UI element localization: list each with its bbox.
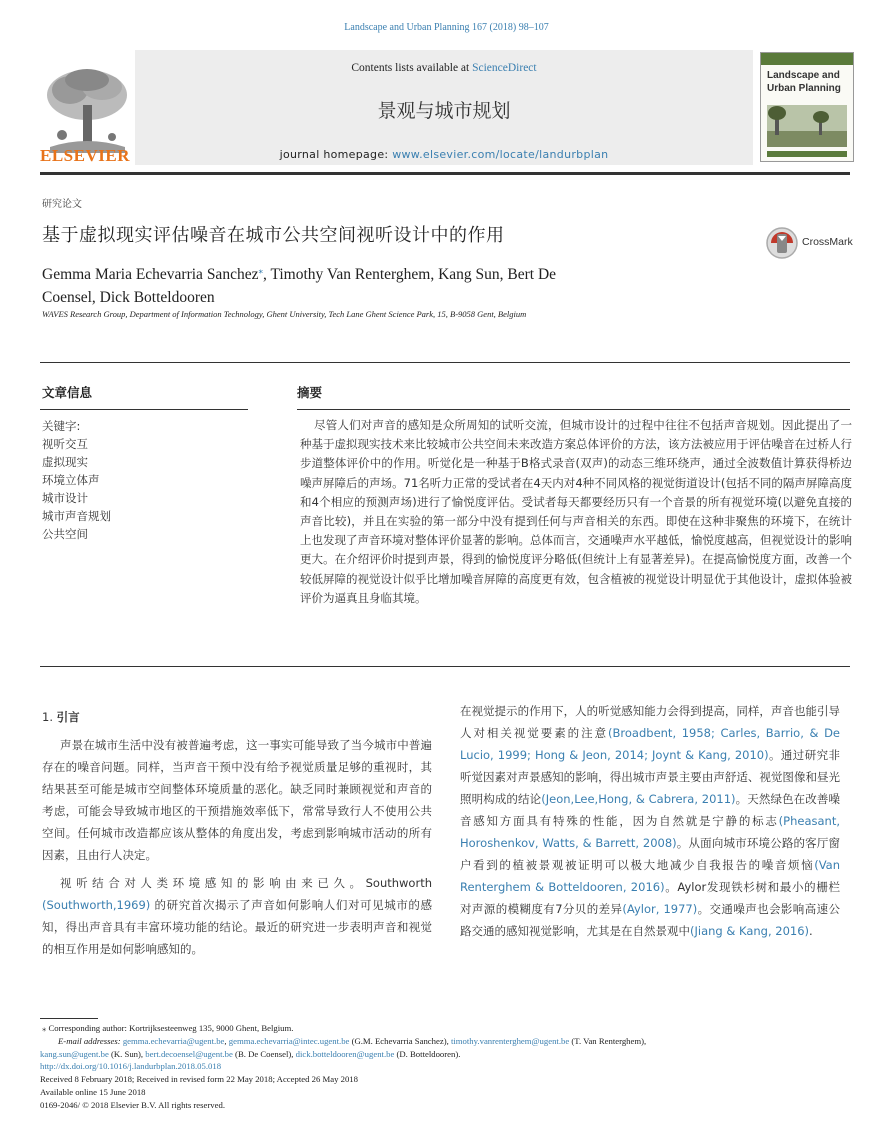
footnotes: [40, 1022, 860, 1112]
keyword-item: 城市设计: [42, 491, 88, 505]
p2-text-b: 的研究首次揭示了声音如何影响人们对可见城市的感知，得出声音具有丰富环境功能的结论。最近的研究进一步表明声音和视觉的相互作用是如何影响感知的。: [42, 898, 432, 956]
email-owner: (B. De Coensel),: [232, 1048, 296, 1059]
cover-photo: [767, 105, 847, 147]
publisher-logo-text: ELSEVIER: [40, 146, 130, 165]
abstract-bottom-rule: [40, 666, 850, 667]
email-owner: (D. Botteldooren).: [394, 1048, 461, 1059]
r-text-f: 。交通噪声也会影响高速公路交通的感知视觉影响，尤其是在自然景观中: [460, 902, 841, 938]
email-link[interactable]: kang.sun@ugent.be: [40, 1048, 109, 1059]
keyword-item: 环境立体声: [42, 473, 100, 487]
journal-title: 景观与城市规划: [377, 100, 511, 122]
section-title: 引言: [56, 710, 80, 724]
email-link[interactable]: dick.botteldooren@ugent.be: [295, 1048, 395, 1059]
authors-line2[interactable]: Coensel, Dick Botteldooren: [42, 289, 215, 307]
email-owner: (G.M. Echevarria Sanchez),: [349, 1035, 451, 1046]
homepage-link[interactable]: www.elsevier.com/locate/landurbplan: [392, 148, 609, 161]
footnote-rule: [40, 1018, 98, 1019]
doi-link[interactable]: http://dx.doi.org/10.1016/j.landurbplan.2018.05.018: [40, 1061, 222, 1072]
intro-paragraph-1: 声景在城市生活中没有被普遍考虑，这一事实可能导致了当今城市中普遍存在的噪音问题。同样，当声音干预中没有给予视觉质量足够的重视时，其结果甚至可能是城市空间整体环境质量的恶化。缺乏同时兼顾视觉和声音的考虑，可能会导致城市地区的干预措施效率低下，常常导致行人不使用公共空间。任何城市改造都应该从整体的角度出发，考虑到影响城市活动的所有因素，且由行人决定。: [42, 738, 432, 862]
intro-right-column: [460, 700, 840, 942]
citation-jeon[interactable]: (Jeon,Lee,Hong, & Cabrera, 2011): [541, 792, 736, 806]
authors: [42, 259, 682, 309]
r-text-g: .: [809, 924, 813, 938]
citation-aylor[interactable]: (Aylor, 1977): [622, 902, 698, 916]
r-text-a: 在视觉提示的作用下，人的听觉感知能力会得到提高，同样，声音也能引导人对相关视觉要素的注意: [460, 704, 840, 740]
email-link[interactable]: bert.decoensel@ugent.be: [145, 1048, 233, 1059]
email-owner: (T. Van Renterghem),: [569, 1035, 647, 1046]
email-link[interactable]: gemma.echevarria@ugent.be: [122, 1035, 225, 1046]
journal-cover-image[interactable]: [760, 52, 854, 162]
crossmark-icon[interactable]: [765, 226, 799, 260]
journal-reference[interactable]: Landscape and Urban Planning 167 (2018) 98–107: [344, 22, 549, 33]
abstract-heading: 摘要: [297, 385, 323, 400]
email-label: E-mail addresses:: [58, 1035, 121, 1046]
email-owner: (K. Sun),: [108, 1048, 146, 1059]
keyword-item: 公共空间: [42, 527, 88, 541]
keywords: [42, 417, 247, 543]
intro-heading: [42, 706, 432, 728]
corresponding-author-note: ⁎ Corresponding author: Kortrijksesteenweg 135, 9000 Ghent, Belgium.: [42, 1023, 294, 1033]
sciencedirect-link[interactable]: ScienceDirect: [472, 62, 537, 74]
keyword-item: 虚拟现实: [42, 455, 88, 469]
article-info-heading: 文章信息: [42, 385, 93, 400]
citation-southworth[interactable]: (Southworth,1969): [42, 898, 151, 912]
citation-van-renterghem[interactable]: (Van Renterghem & Botteldooren, 2016): [460, 858, 840, 894]
journal-homepage: [135, 148, 753, 161]
citation-pheasant[interactable]: (Pheasant, Horoshenkov, Watts, & Barrett, 2008): [460, 814, 840, 850]
keywords-label: 关键字:: [42, 419, 81, 433]
copyright: 0169-2046/ © 2018 Elsevier B.V. All rights reserved.: [40, 1099, 225, 1110]
front-matter-rule: [40, 362, 850, 363]
section-number: 1.: [42, 710, 53, 724]
abstract-text: 尽管人们对声音的感知是众所周知的试听交流，但城市设计的过程中往往不包括声音规划。因此提出了一种基于虚拟现实技术来比较城市公共空间未来改造方案总体评价的方法，该方法被应用于评估噪音在过桥人行步道整体评价中的作用。听觉化是一种基于B格式录音(双声)的动态三维环绕声，通过全波数值计算获得桥边噪声屏障后的声场。71名听力正常的受试者在4天内对4种不同风格的视觉街道设计(包括不同的隔声屏障高度和4个相应的预测声场)进行了愉悦度评估。受试者每天都要经历只有一个音景的所有视觉环境(以避免直接的声音比较)，并且在实验的第一部分中没有提到任何与声音相关的东西。即使在这种非聚焦的环境下，在统计上也发现了声音环境对整体评价显著的影响。总体而言，交通噪声水平越低，愉悦度越高，但视觉设计的影响更大。在介绍评价时提到声景，得到的愉悦度评分略低(但统计上有显著差异)。在提高愉悦度方面，改善一个较低屏障的视觉设计似乎比增加噪音屏障的高度更有效，包含植被的视觉设计明显优于其他设计，虚拟体验被评价为逼真且身临其境。: [300, 418, 852, 605]
intro-left-column: [42, 706, 432, 960]
r-text-d: 。从面向城市环境公路的客厅窗户看到的植被景观被证明可以极大地减少自我报告的噪音烦恼: [460, 836, 840, 872]
intro-paragraph-3: [460, 700, 840, 942]
authors-rest[interactable]: , Timothy Van Renterghem, Kang Sun, Bert De: [262, 266, 557, 284]
email-line-2: [40, 1048, 860, 1061]
email-link[interactable]: gemma.echevarria@intec.ugent.be: [228, 1035, 350, 1046]
author-first[interactable]: Gemma Maria Echevarria Sanchez: [42, 266, 259, 284]
info-rule: [40, 409, 248, 410]
crossmark-label[interactable]: CrossMark: [802, 236, 853, 248]
available-online: Available online 15 June 2018: [40, 1086, 146, 1097]
keyword-item: 城市声音规划: [42, 509, 111, 523]
homepage-prefix: journal homepage:: [279, 148, 393, 161]
intro-paragraph-2: [42, 872, 432, 960]
r-text-b: 。通过研究非听觉因素对声景感知的影响，得出城市声景主要由声舒适、视觉图像和昼光照明构成的结论: [460, 748, 841, 806]
email-link[interactable]: timothy.vanrenterghem@ugent.be: [450, 1035, 570, 1046]
article-type: 研究论文: [42, 199, 82, 210]
affiliation: WAVES Research Group, Department of Information Technology, Ghent University, Tech Lane Ghent Science Park, 15, B-9058 Gent, Belgium: [42, 309, 527, 319]
p2-text-a: 视听结合对人类环境感知的影响由来已久。Southworth: [60, 876, 432, 890]
contents-prefix: Contents lists available at: [351, 62, 473, 74]
r-text-e: 。Aylor发现铁杉树和最小的栅栏对声源的模糊度有7分贝的差异: [460, 880, 840, 916]
corresponding-star[interactable]: ⁎: [258, 265, 263, 275]
email-line-1: E-mail addresses: gemma.echevarria@ugent.be, gemma.echevarria@intec.ugent.be (G.M. Echevarria Sanchez), timothy.vanrenterghem@ugent.be (T. Van Renterghem),: [58, 1035, 647, 1046]
received-dates: Received 8 February 2018; Received in revised form 22 May 2018; Accepted 26 May 2018: [40, 1074, 358, 1085]
citation-jiang[interactable]: (Jiang & Kang, 2016): [690, 924, 810, 938]
abstract-rule: [297, 409, 850, 410]
r-text-c: 。天然绿色在改善噪音感知方面具有特殊的性能，因为自然就是宁静的标志: [460, 792, 840, 828]
contents-line: [135, 62, 753, 74]
citation-broadbent[interactable]: (Broadbent, 1958; Carles, Barrio, & De Lucio, 1999; Hong & Jeon, 2014; Joynt & Kang, 2010): [460, 726, 840, 762]
header-rule: [40, 172, 850, 175]
cover-title: Landscape and Urban Planning: [767, 70, 841, 94]
article-title: 基于虚拟现实评估噪音在城市公共空间视听设计中的作用: [42, 225, 505, 246]
keyword-item: 视听交互: [42, 437, 88, 451]
